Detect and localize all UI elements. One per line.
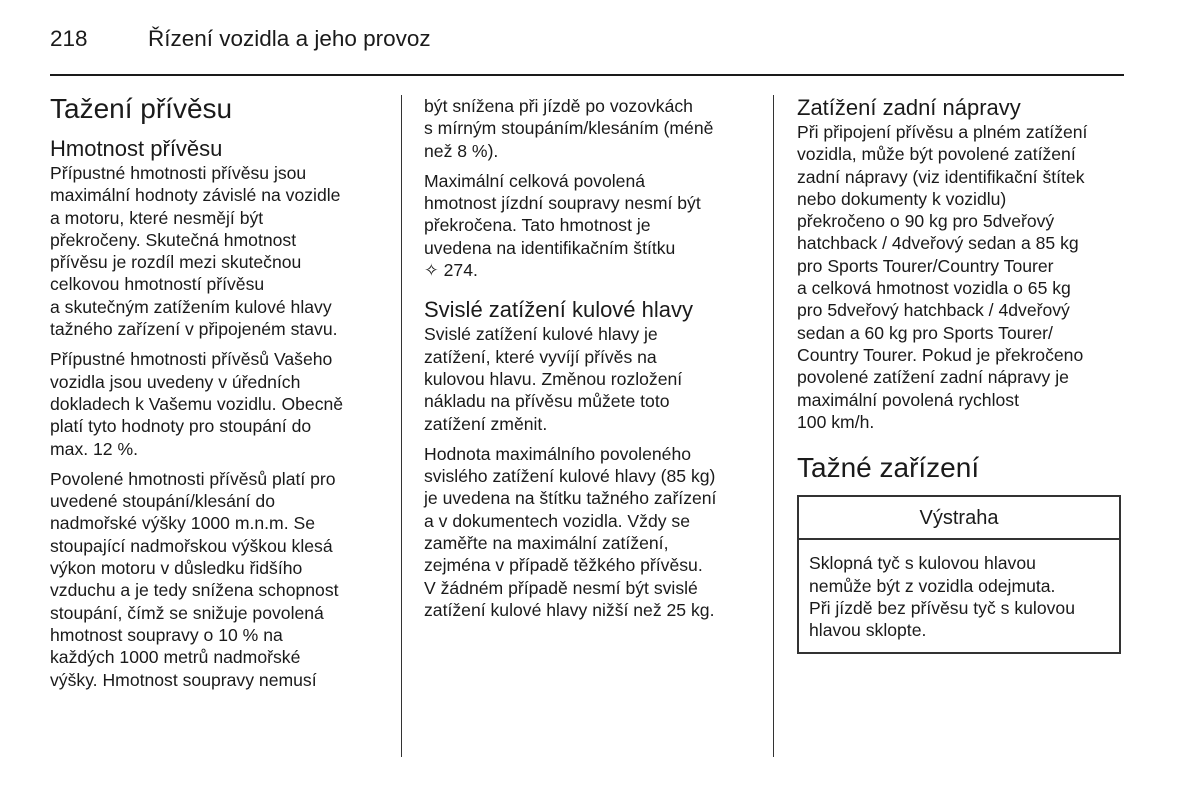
paragraph: být snížena při jízdě po vozovkách s mírným stoupáním/klesáním (méně než 8 %). (424, 96, 714, 161)
paragraph: Při připojení přívěsu a plném zatížení vozidla, může být povolené zatížení zadní nápravy (viz identifikační štítek nebo dokumenty k vozidlu) překročeno o 90 kg pro 5dveřový hatchback / 4dveřový sedan a 85 kg pro Sports Tourer/Country Tourer a celková hmotnost vozidla o 65 kg pro 5dveřový hatchback / 4dveřový sedan a 60 kg pro Sports Tourer/ Country Tourer. Pokud je překročeno povolené zatížení zadní nápravy je maximální povolená rychlost 100 km/h. (797, 122, 1088, 432)
column-right (797, 95, 1133, 654)
column-divider-left (401, 95, 402, 757)
header-divider (50, 74, 1124, 76)
chapter-title: Řízení vozidla a jeho provoz (148, 26, 431, 51)
warning-text: Sklopná tyč s kulovou hlavou nemůže být z vozidla odejmuta. Při jízdě bez přívěsu tyč s kulovou hlavou sklopte. (809, 553, 1075, 641)
subheading-rear-axle-load: Zatížení zadní nápravy (797, 95, 1021, 120)
paragraph: Přípustné hmotnosti přívěsu jsou maximální hodnoty závislé na vozidle a motoru, které nesmějí být překročeny. Skutečná hmotnost přívěsu je rozdíl mezi skutečnou celkovou hmotností přívěsu a skutečným zatížením kulové hlavy tažného zařízení v připojeném stavu. (50, 163, 341, 340)
paragraph-with-page-reference: Maximální celková povolená hmotnost jízdní soupravy nesmí být překročena. Tato hmotnost je uvedena na identifikačním štítku ✧ 274. (424, 170, 701, 281)
paragraph: Přípustné hmotnosti přívěsů Vašeho vozidla jsou uvedeny v úředních dokladech k Vašemu vozidlu. Obecně platí tyto hodnoty pro stoupání do max. 12 %. (50, 349, 344, 459)
page-number: 218 (50, 26, 88, 51)
column-middle (424, 95, 760, 629)
column-left (50, 92, 386, 699)
section-title-towing: Tažení přívěsu (50, 93, 233, 124)
subheading-vertical-load: Svislé zatížení kulové hlavy (424, 297, 694, 323)
subheading-trailer-weight: Hmotnost přívěsu (50, 136, 223, 161)
warning-box (797, 495, 1121, 653)
warning-title: Výstraha (799, 497, 1119, 540)
paragraph: Hodnota maximálního povoleného svislého zatížení kulové hlavy (85 kg) je uvedena na štítku tažného zařízení a v dokumentech vozidla. Vždy se zaměřte na maximální zatížení, zejména v případě těžkého přívěsu. V žádném případě nesmí být svislé zatížení kulové hlavy nižší než 25 kg. (424, 443, 717, 620)
page-header (50, 26, 431, 52)
paragraph: Svislé zatížení kulové hlavy je zatížení, které vyvíjí přívěs na kulovou hlavu. Změnou rozložení nákladu na přívěsu můžete toto zatížení změnit. (424, 324, 683, 434)
paragraph: Povolené hmotnosti přívěsů platí pro uvedené stoupání/klesání do nadmořské výšky 1000 m.n.m. Se stoupající nadmořskou výškou klesá výkon motoru v důsledku řidšího vzduchu a je tedy snížena schopnost stoupání, čímž se snižuje povolená hmotnost soupravy o 10 % na každých 1000 metrů nadmořské výšky. Hmotnost soupravy nemusí (50, 468, 339, 690)
section-title-towing-equipment: Tažné zařízení (797, 452, 980, 484)
column-divider-right (773, 95, 774, 757)
